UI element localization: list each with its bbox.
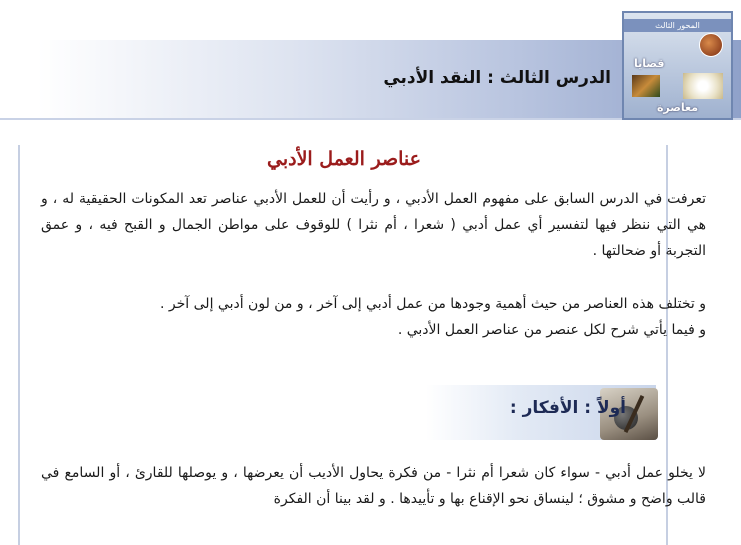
paragraph-intro: تعرفت في الدرس السابق على مفهوم العمل الأدبي ، و رأيت أن للعمل الأدبي عناصر تعد المكونات الحقيقية له ، و هي التي ننظر فيها لتفسير أي عمل أدبي ( شعرا ، أم نثرا ) للوقوف على مواطن الجمال و القبح فيه ، و عمق التجربة أو ضحالتها . xyxy=(41,191,706,259)
paragraph-lead-in: و فيما يأتي شرح لكل عنصر من عناصر العمل الأدبي . xyxy=(397,322,706,338)
badge-word-1: قضايا xyxy=(634,57,665,70)
lesson-title: الدرس الثالث : النقد الأدبي xyxy=(383,68,611,88)
unit-badge xyxy=(622,11,733,120)
badge-light-icon xyxy=(683,73,723,99)
subheading-ideas: أولاً : الأفكار : xyxy=(509,398,626,418)
badge-photo-icon xyxy=(632,75,660,97)
paragraph-variation: و تختلف هذه العناصر من حيث أهمية وجودها من عمل أدبي إلى آخر ، و من لون أدبي إلى آخر . xyxy=(160,296,706,312)
section-title: عناصر العمل الأدبي xyxy=(266,148,421,170)
paragraph-ideas: لا يخلو عمل أدبي - سواء كان شعرا أم نثرا - من فكرة يحاول الأديب أن يعرضها ، و يوصلها للقارئ ، أو السامع في قالب واضح و مشوق ؛ لينساق نحو الإقناع بها و تأييدها . و لقد بينا أن الفكرة xyxy=(41,465,706,507)
badge-emblem-icon xyxy=(699,33,723,57)
badge-top-label: المحور الثالث xyxy=(624,19,731,32)
badge-word-2: معاصرة xyxy=(656,101,699,114)
